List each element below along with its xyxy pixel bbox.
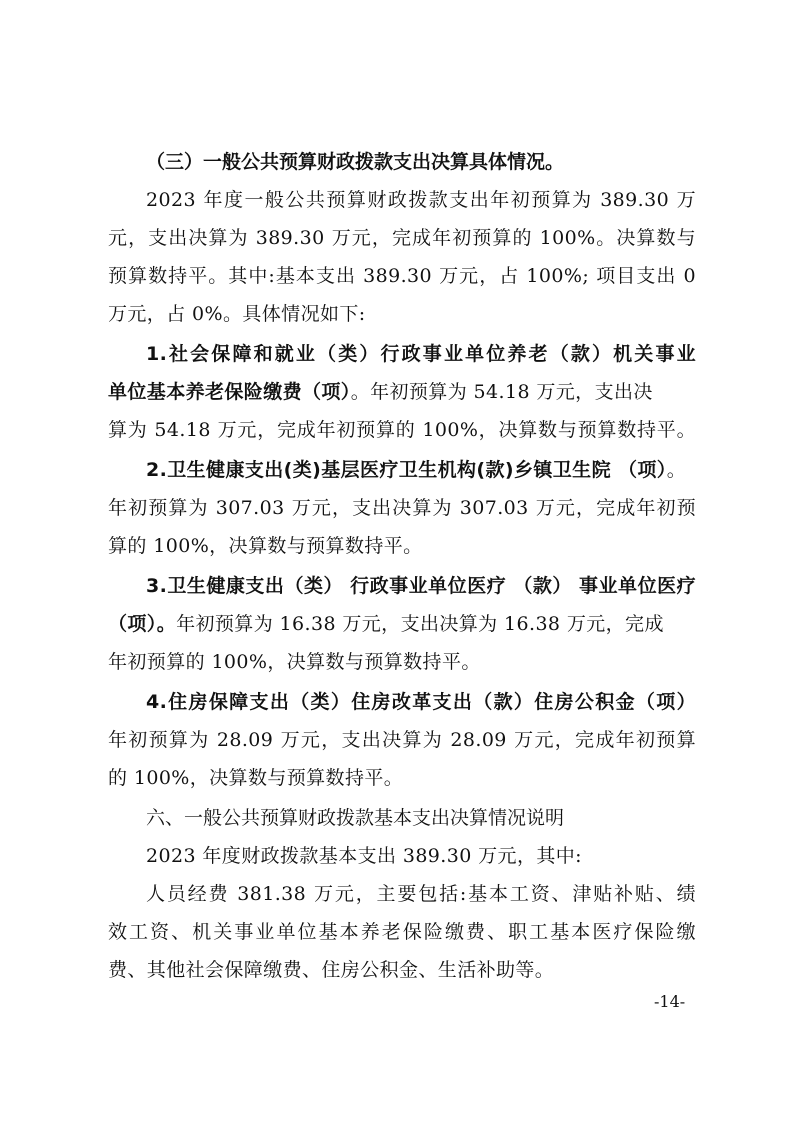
item-1-text: 。年初预算为 54.18 万元，支出决 (350, 381, 653, 403)
paragraph-line: 2023 年度财政拨款基本支出 389.30 万元，其中: (146, 845, 582, 867)
item-2-text: 。 (666, 459, 687, 481)
item-2-line-1 (146, 454, 696, 486)
paragraph-line: 费、其他社会保障缴费、住房公积金、生活补助等。 (108, 959, 555, 981)
paragraph-line: 2023 年度一般公共预算财政拨款支出年初预算为 389.30 万 (146, 189, 696, 211)
item-3-text: 年初预算为 16.38 万元，支出决算为 16.38 万元，完成 (176, 613, 664, 635)
item-2-line-2: 年初预算为 307.03 万元，支出决算为 307.03 万元，完成年初预 (108, 497, 696, 519)
item-3-line-2 (108, 608, 696, 640)
item-1-line-3: 算为 54.18 万元，完成年初预算的 100%，决算数与预算数持平。 (108, 419, 696, 441)
item-2-line-3: 算的 100%，决算数与预算数持平。 (108, 535, 423, 557)
item-1-heading: 1.社会保障和就业（类）行政事业单位养老（款）机关事业 (146, 343, 696, 365)
item-2-heading: 2.卫生健康支出(类)基层医疗卫生机构(款)乡镇卫生院 （项） (146, 459, 667, 481)
item-3-line-3: 年初预算的 100%，决算数与预算数持平。 (108, 651, 481, 673)
paragraph-line: 预算数持平。其中:基本支出 389.30 万元，占 100%; 项目支出 0 (108, 265, 696, 287)
item-1-heading-cont: 单位基本养老保险缴费（项） (108, 381, 351, 403)
paragraph-line: 万元，占 0%。具体情况如下: (108, 303, 366, 325)
item-1-line-2 (108, 376, 696, 408)
item-4-line-2: 年初预算为 28.09 万元，支出决算为 28.09 万元，完成年初预算 (108, 729, 696, 751)
paragraph-line: 元，支出决算为 389.30 万元，完成年初预算的 100%。决算数与 (108, 227, 696, 249)
paragraph-line: 人员经费 381.38 万元，主要包括:基本工资、津贴补贴、绩 (146, 883, 696, 905)
page-number: -14- (654, 992, 686, 1011)
item-3-heading-cont: （项）。 (108, 613, 177, 635)
paragraph-line: 效工资、机关事业单位基本养老保险缴费、职工基本医疗保险缴 (108, 921, 696, 943)
item-3-heading: 3.卫生健康支出（类） 行政事业单位医疗 （款） 事业单位医疗 (146, 575, 696, 597)
item-4-heading: 4.住房保障支出（类）住房改革支出（款）住房公积金（项） (146, 691, 696, 713)
section-heading-6: 六、一般公共预算财政拨款基本支出决算情况说明 (146, 807, 565, 829)
item-4-line-3: 的 100%，决算数与预算数持平。 (108, 767, 404, 789)
section-heading-3: （三）一般公共预算财政拨款支出决算具体情况。 (146, 151, 565, 173)
